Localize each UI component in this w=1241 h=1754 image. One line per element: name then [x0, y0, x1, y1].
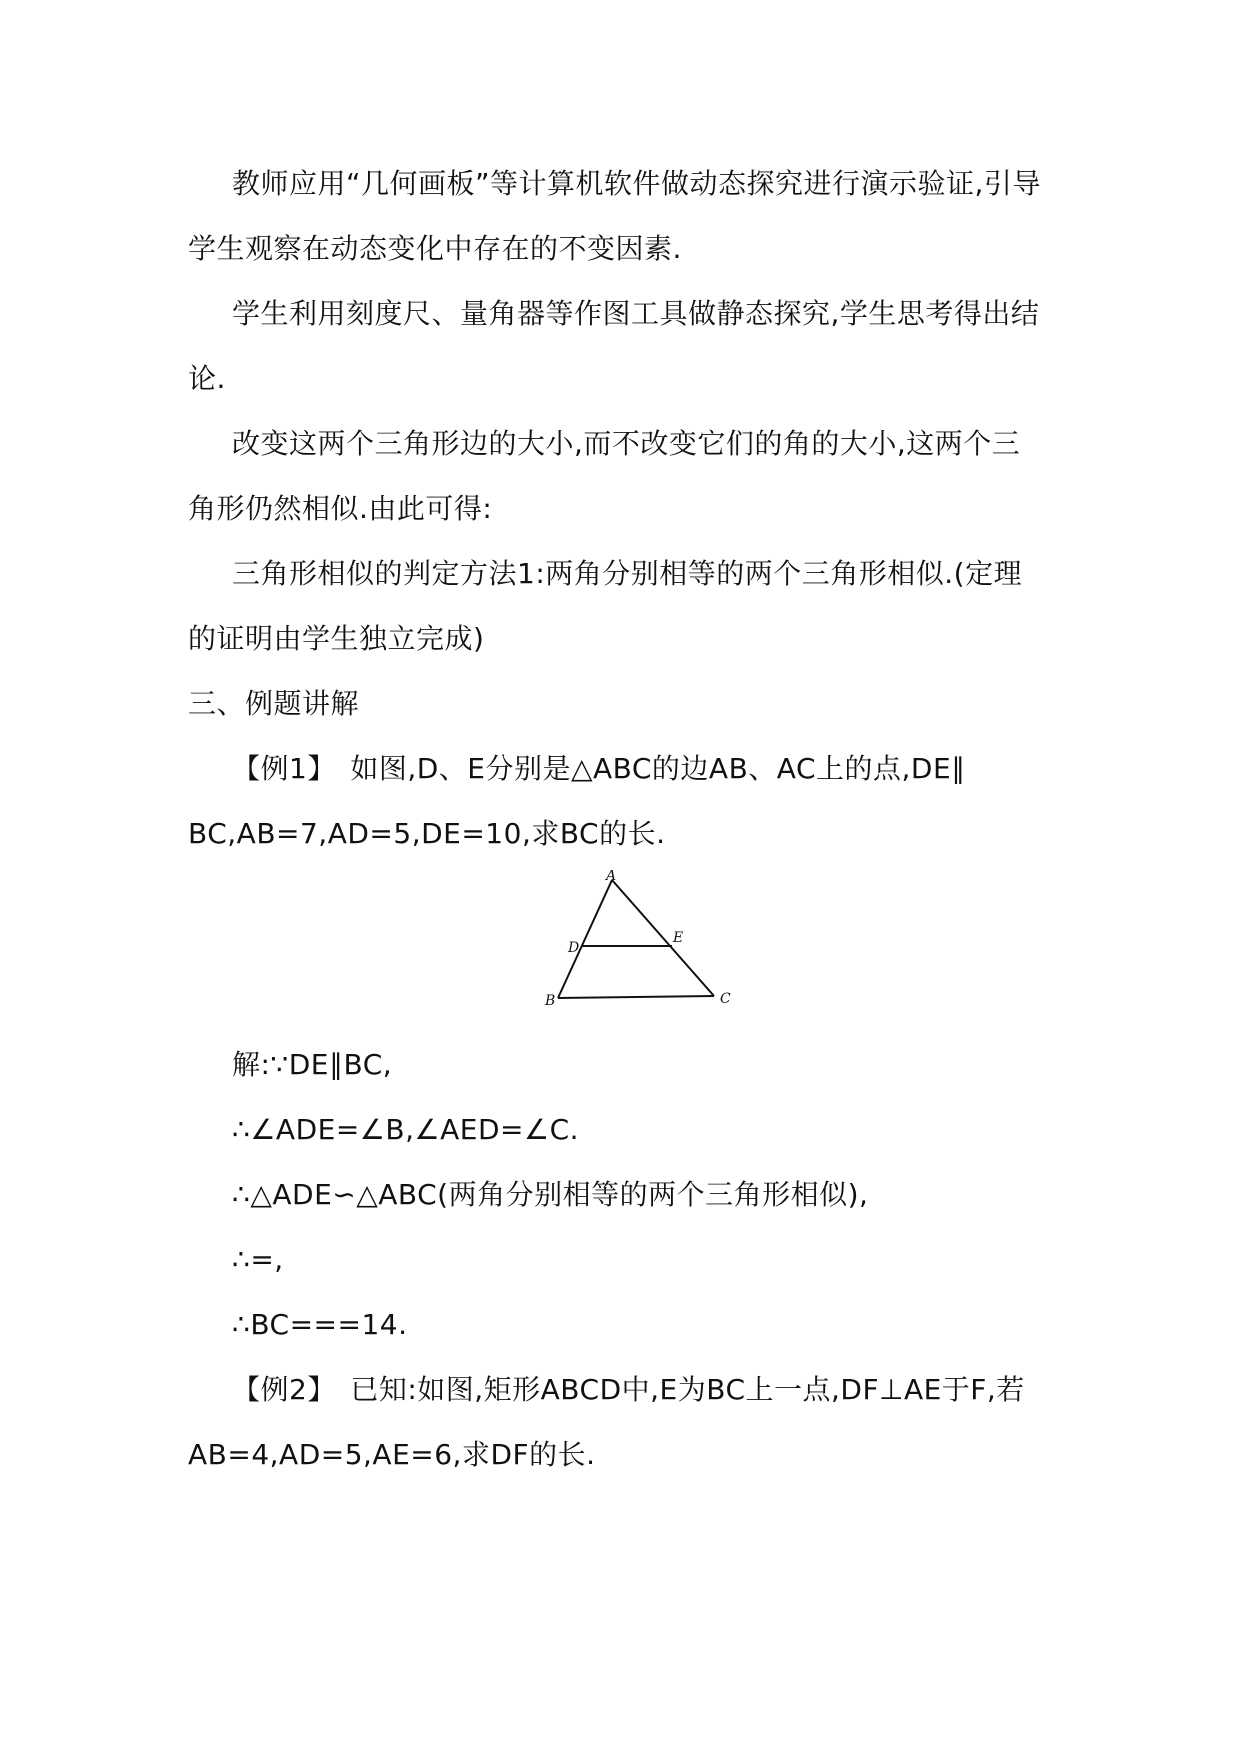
- label-d: D: [568, 940, 580, 956]
- triangle-figure: [540, 870, 740, 1020]
- paragraph-3-line-1: 改变这两个三角形边的大小,而不改变它们的角的大小,这两个三: [232, 427, 1021, 460]
- side-bc: [558, 996, 714, 998]
- example-1-line-2: BC,AB=7,AD=5,DE=10,求BC的长.: [188, 817, 666, 850]
- label-a: A: [606, 870, 617, 884]
- paragraph-3-line-2: 角形仍然相似.由此可得:: [188, 492, 493, 525]
- paragraph-1-line-2: 学生观察在动态变化中存在的不变因素.: [188, 232, 682, 265]
- example-2-line-2: AB=4,AD=5,AE=6,求DF的长.: [188, 1438, 596, 1471]
- paragraph-2-line-2: 论.: [188, 362, 226, 395]
- solution-line-4: ∴=,: [232, 1243, 284, 1276]
- solution-line-2: ∴∠ADE=∠B,∠AED=∠C.: [232, 1113, 580, 1146]
- solution-line-3: ∴△ADE∽△ABC(两角分别相等的两个三角形相似),: [232, 1178, 869, 1211]
- section-heading: 三、例题讲解: [188, 687, 360, 720]
- example-2-line-1: 【例2】 已知:如图,矩形ABCD中,E为BC上一点,DF⊥AE于F,若: [232, 1373, 1025, 1406]
- paragraph-4-line-1: 三角形相似的判定方法1:两角分别相等的两个三角形相似.(定理: [232, 557, 1023, 590]
- example-1-line-1: 【例1】 如图,D、E分别是△ABC的边AB、AC上的点,DE∥: [232, 752, 966, 785]
- triangle-diagram: [540, 870, 740, 1020]
- paragraph-1-line-1: 教师应用“几何画板”等计算机软件做动态探究进行演示验证,引导: [232, 167, 1041, 200]
- side-ab: [558, 880, 612, 998]
- label-b: B: [545, 993, 556, 1009]
- paragraph-2-line-1: 学生利用刻度尺、量角器等作图工具做静态探究,学生思考得出结: [232, 297, 1040, 330]
- label-e: E: [673, 930, 684, 946]
- paragraph-4-line-2: 的证明由学生独立完成): [188, 622, 485, 655]
- side-ac: [612, 880, 714, 996]
- solution-line-5: ∴BC===14.: [232, 1308, 408, 1341]
- solution-line-1: 解:∵DE∥BC,: [232, 1048, 393, 1081]
- label-c: C: [720, 991, 731, 1007]
